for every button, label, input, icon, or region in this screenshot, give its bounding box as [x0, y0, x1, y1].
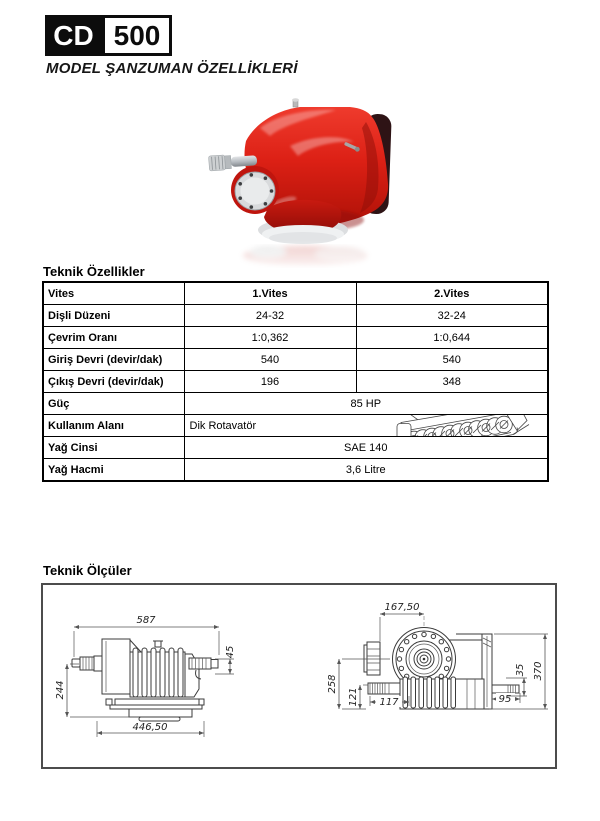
dims-section-heading: Teknik Ölçüler	[43, 563, 132, 578]
model-number: 500	[102, 15, 172, 56]
table-row-usage	[43, 415, 548, 437]
spec-value-cell: SAE 140	[184, 437, 548, 459]
col-header-2vites: 2.Vites	[356, 282, 548, 305]
gearbox-front-view-drawing	[327, 602, 548, 709]
spec-label-cell: Yağ Cinsi	[43, 437, 184, 459]
table-row	[43, 305, 548, 327]
usage-value: Dik Rotavatör	[189, 419, 257, 432]
rotavator-line-art	[397, 415, 529, 437]
spec-label-cell: Güç	[43, 393, 184, 415]
dim-front-flange-offset: 167,50	[384, 602, 420, 613]
spec-value-cell: 24-32	[184, 305, 356, 327]
dim-front-right-offset: 35	[515, 663, 526, 677]
table-row	[43, 371, 548, 393]
spec-label-cell: Yağ Hacmi	[43, 459, 184, 482]
gearbox-render-svg	[198, 84, 410, 274]
spec-value-cell: 348	[356, 371, 548, 393]
table-header-row	[43, 282, 548, 305]
rotavator-svg	[389, 415, 539, 437]
usage-cell	[184, 415, 548, 437]
spec-value-cell: 540	[356, 349, 548, 371]
model-prefix: CD	[45, 15, 102, 56]
spec-value-cell: 1:0,362	[184, 327, 356, 349]
breather-cap	[292, 98, 299, 102]
rotavator-drawing	[389, 415, 539, 437]
spec-label-cell: Giriş Devri (devir/dak)	[43, 349, 184, 371]
technical-dimensions-box	[41, 583, 557, 769]
gearbox-side-view-drawing	[55, 615, 236, 737]
table-row	[43, 327, 548, 349]
flange-face	[241, 178, 270, 205]
spec-label-cell: Çevrim Oranı	[43, 327, 184, 349]
dim-side-total-width: 587	[136, 615, 156, 626]
dims-svg	[43, 585, 555, 767]
spec-label-cell: Dişli Düzeni	[43, 305, 184, 327]
spec-table	[42, 281, 549, 482]
spec-value-cell: 32-24	[356, 305, 548, 327]
spec-value-cell: 3,6 Litre	[184, 459, 548, 482]
dim-side-shaft-offset: 45	[225, 645, 236, 659]
model-badge	[45, 15, 172, 56]
product-image-gearbox	[198, 84, 410, 274]
spec-value-cell: 1:0,644	[356, 327, 548, 349]
spec-label-cell: Çıkış Devri (devir/dak)	[43, 371, 184, 393]
specs-section-heading: Teknik Özellikler	[43, 264, 145, 279]
dim-side-base-width: 446,50	[132, 722, 168, 733]
spec-value-cell: 196	[184, 371, 356, 393]
dim-front-total-height: 370	[533, 661, 544, 681]
table-row-power	[43, 393, 548, 415]
col-header-1vites: 1.Vites	[184, 282, 356, 305]
spec-value-cell: 85 HP	[184, 393, 548, 415]
table-row-oil-type	[43, 437, 548, 459]
page-subtitle: MODEL ŞANZUMAN ÖZELLİKLERİ	[46, 60, 298, 77]
col-header-vites: Vites	[43, 282, 184, 305]
spec-value-cell: 540	[184, 349, 356, 371]
spec-label-cell: Kullanım Alanı	[43, 415, 184, 437]
table-row	[43, 349, 548, 371]
dim-front-left-height: 258	[327, 674, 338, 694]
table-row-oil-volume	[43, 459, 548, 482]
dim-front-shaft-right: 95	[498, 694, 512, 705]
dim-front-base-left: 117	[379, 697, 399, 708]
reflection-fade	[198, 240, 410, 274]
dim-front-shaft-height: 121	[348, 687, 359, 707]
dim-side-total-height: 244	[55, 680, 66, 700]
